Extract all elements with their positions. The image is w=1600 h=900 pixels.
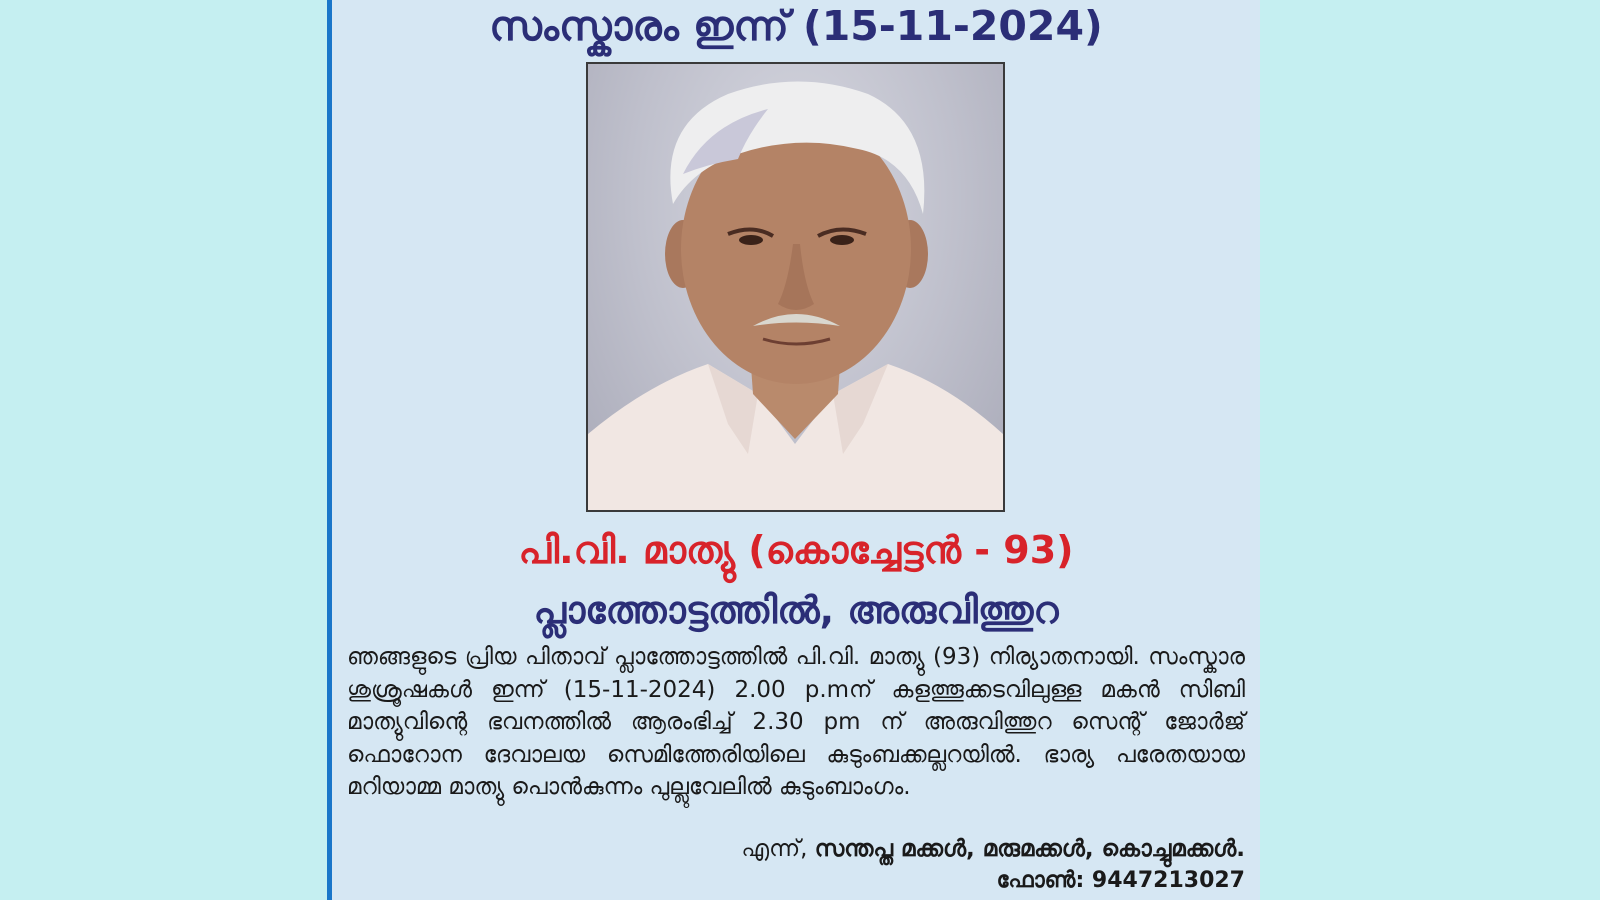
family-house-place: പ്ലാത്തോട്ടത്തിൽ, അരുവിത്തുറ [533,588,1059,632]
signature-prefix: എന്ന്, [741,836,808,862]
notice-body: ഞങ്ങളുടെ പ്രിയ പിതാവ് പ്ലാത്തോട്ടത്തിൽ പി.വി. മാത്യു (93) നിര്യാതനായി. സംസ്കാര ശുശ്രൂഷകൾ ഇന്ന് (15-11-2024) 2.00 p.mന് കളത്തൂക്കടവിലുള്ള മകൻ സിബി മാത്യുവിന്റെ ഭവനത്തിൽ ആരംഭിച്ച് 2.30 pm ന് അരുവിത്തുറ സെന്റ് ജോർജ് ഫൊറോന ദേവാലയ സെമിത്തേരിയിലെ കുടുംബക്കല്ലറയിൽ. ഭാര്യ പരേതയായ മറിയാമ്മ മാത്യു പൊൻകുന്നം പുല്ലുവേലിൽ കുടുംബാംഗം. [347,644,1245,800]
signature-names: സന്തപ്ത മക്കൾ, മരുമക്കൾ, കൊച്ചുമക്കൾ. [814,836,1245,862]
signature-line [741,836,1245,862]
funeral-header: സംസ്കാരം ഇന്ന് (15-11-2024) [489,2,1103,50]
obituary-card [332,0,1260,900]
portrait-photo [586,62,1005,512]
phone-number: ഫോൺ: 9447213027 [996,868,1245,893]
deceased-name: പി.വി. മാത്യു (കൊച്ചേട്ടൻ - 93) [518,528,1074,572]
